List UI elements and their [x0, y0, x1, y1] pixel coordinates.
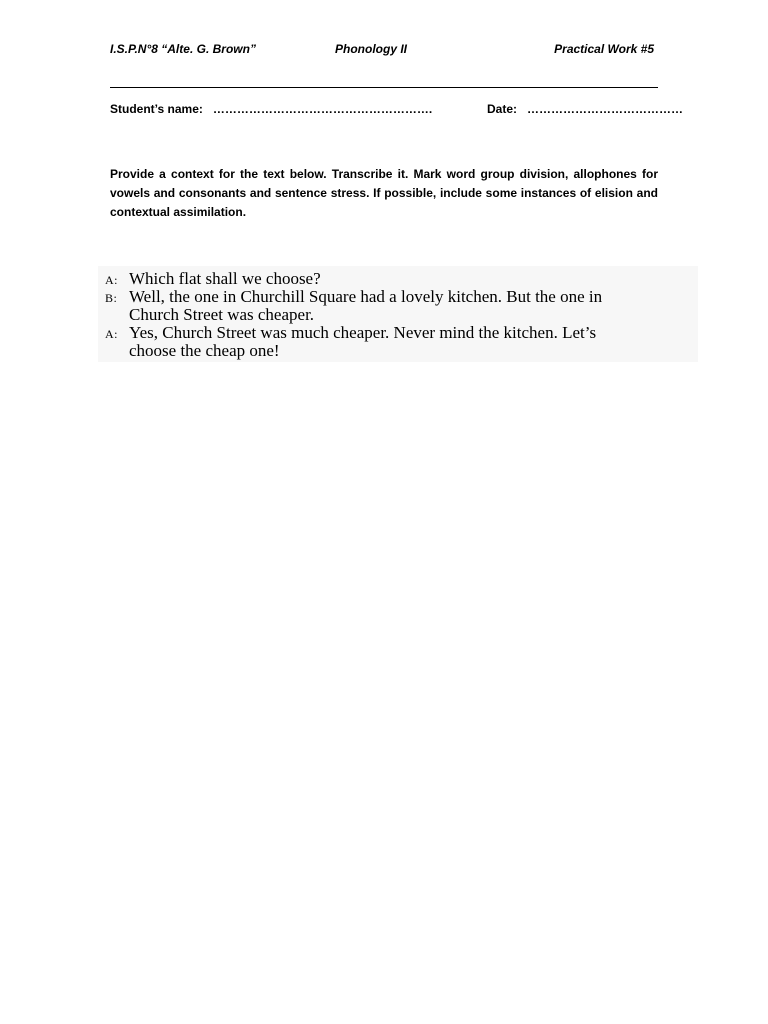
page-header	[110, 42, 658, 60]
dialogue-line: Well, the one in Churchill Square had a lovely kitchen. But the one in Church Street was cheaper.	[129, 287, 603, 324]
student-name-label: Student’s name:	[110, 102, 203, 116]
instructions-paragraph: Provide a context for the text below. Transcribe it. Mark word group division, allophones for vowels and consonants and sentence stress. If possible, include some instances of elision and contextual assimilation.	[110, 167, 658, 219]
speaker-label: A:	[105, 327, 118, 341]
student-name-blank: ……………………………………………….	[212, 102, 433, 116]
assignment-title: Practical Work #5	[554, 42, 654, 56]
speaker-label: B:	[105, 291, 118, 305]
institution-name: I.S.P.N°8 “Alte. G. Brown”	[110, 42, 256, 56]
date-field	[487, 102, 683, 116]
header-divider	[110, 87, 658, 88]
subject-title: Phonology II	[335, 42, 407, 56]
date-label: Date:	[487, 102, 518, 116]
dialogue-line: Yes, Church Street was much cheaper. Never mind the kitchen. Let’s choose the cheap one!	[129, 323, 597, 360]
student-fields	[110, 102, 684, 120]
dialogue-excerpt	[98, 266, 698, 362]
date-blank: …………………………………	[527, 102, 684, 116]
speaker-label: A:	[105, 273, 118, 287]
student-name-field	[110, 102, 432, 116]
dialogue-line: Which flat shall we choose?	[129, 269, 321, 288]
